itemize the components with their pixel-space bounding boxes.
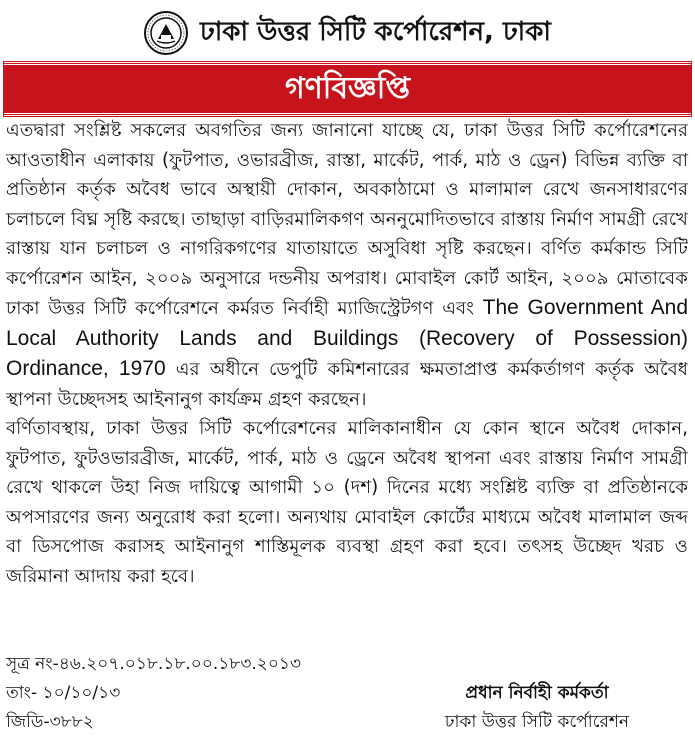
notice-title: গণবিজ্ঞপ্তি [284, 70, 411, 106]
signatory-organization: ঢাকা উত্তর সিটি কর্পোরেশন [444, 712, 630, 732]
notice-date: তাং- ১০/১০/১৩ [6, 683, 121, 703]
organization-title: ঢাকা উত্তর সিটি কর্পোরেশন, ঢাকা [200, 17, 551, 47]
gd-reference: জিডি-৩৮৮২ [6, 712, 94, 732]
memo-number: সূত্র নং-৪৬.২০৭.০১৮.১৮.০০.১৮৩.২০১৩ [6, 654, 301, 674]
paragraph-1-part-1: এতদ্বারা সংশ্লিষ্ট সকলের অবগতির জন্য জানানো যাচ্ছে যে, ঢাকা উত্তর সিটি কর্পোরেশনের আওতাধীন এলাকায় (ফুটপাত, ওভারব্রীজ, রাস্তা, মার্কেট, পার্ক, মাঠ ও ড্রেন) বিভিন্ন ব্যক্তি বা প্রতিষ্ঠান কর্তৃক অবৈধ ভাবে অস্থায়ী দোকান, অবকাঠামো ও মালামাল রেখে জনসাধারণের চলাচলে বিঘ্ন সৃষ্টি করছে। তাছাড়া বাড়িরমালিকগণ অননুমোদিতভাবে রাস্তায় নির্মাণ সামগ্রী রেখে রাস্তায় যান চলাচল ও নাগরিকগণের যাতায়াতে অসুবিধা সৃষ্টি করছেন। বর্ণিত কর্মকান্ড সিটি কর্পোরেশন আইন, ২০০৯ অনুসারে দন্ডনীয় অপরাধ। মোবাইল কোর্ট আইন, ২০০৯ মোতাবেক ঢাকা উত্তর সিটি কর্পোরেশনে কর্মরত নির্বাহী ম্যাজিস্ট্রেটগণ এবং [6, 120, 688, 319]
paragraph-1-part-2: এর অধীনে ডেপুটি কমিশনারের ক্ষমতাপ্রাপ্ত কর্মকর্তাগণ কর্তৃক অবৈধ স্থাপনা উচ্ছেদসহ আইনানুগ কার্যক্রম গ্রহণ করছেন। [6, 359, 688, 410]
header [0, 6, 695, 60]
signatory-title: প্রধান নির্বাহী কর্মকর্তা [465, 683, 609, 703]
notice-banner [4, 62, 691, 116]
paragraph-1 [6, 116, 688, 414]
notice-body [6, 116, 688, 591]
paragraph-1-english: The Government And Local Authority Lands and Buildings (Recovery of Possession) Ordinance, 1970 [6, 296, 688, 380]
signature-block [417, 679, 657, 737]
dncc-seal-icon [144, 11, 188, 55]
paragraph-2: বর্ণিতাবস্থায়, ঢাকা উত্তর সিটি কর্পোরেশনের মালিকানাধীন যে কোন স্থানে অবৈধ দোকান, ফুটপাত, ফুটওভারব্রীজ, মার্কেট, পার্ক, মাঠ ও ড্রেনে অবৈধ স্থাপনা এবং রাস্তায় নির্মাণ সামগ্রী রেখে থাকলে উহা নিজ দায়িত্বে আগামী ১০ (দশ) দিনের মধ্যে সংশ্লিষ্ট ব্যক্তি বা প্রতিষ্ঠানকে অপসারণের জন্য অনুরোধ করা হলো। অন্যথায় মোবাইল কোর্টের মাধ্যমে অবৈধ মালামাল জব্দ বা ডিসপোজ করাসহ আইনানুগ শাস্তিমূলক ব্যবস্থা গ্রহণ করা হবে। তৎসহ উচ্ছেদ খরচ ও জরিমানা আদায় করা হবে। [6, 418, 688, 587]
footer-reference [6, 650, 386, 737]
